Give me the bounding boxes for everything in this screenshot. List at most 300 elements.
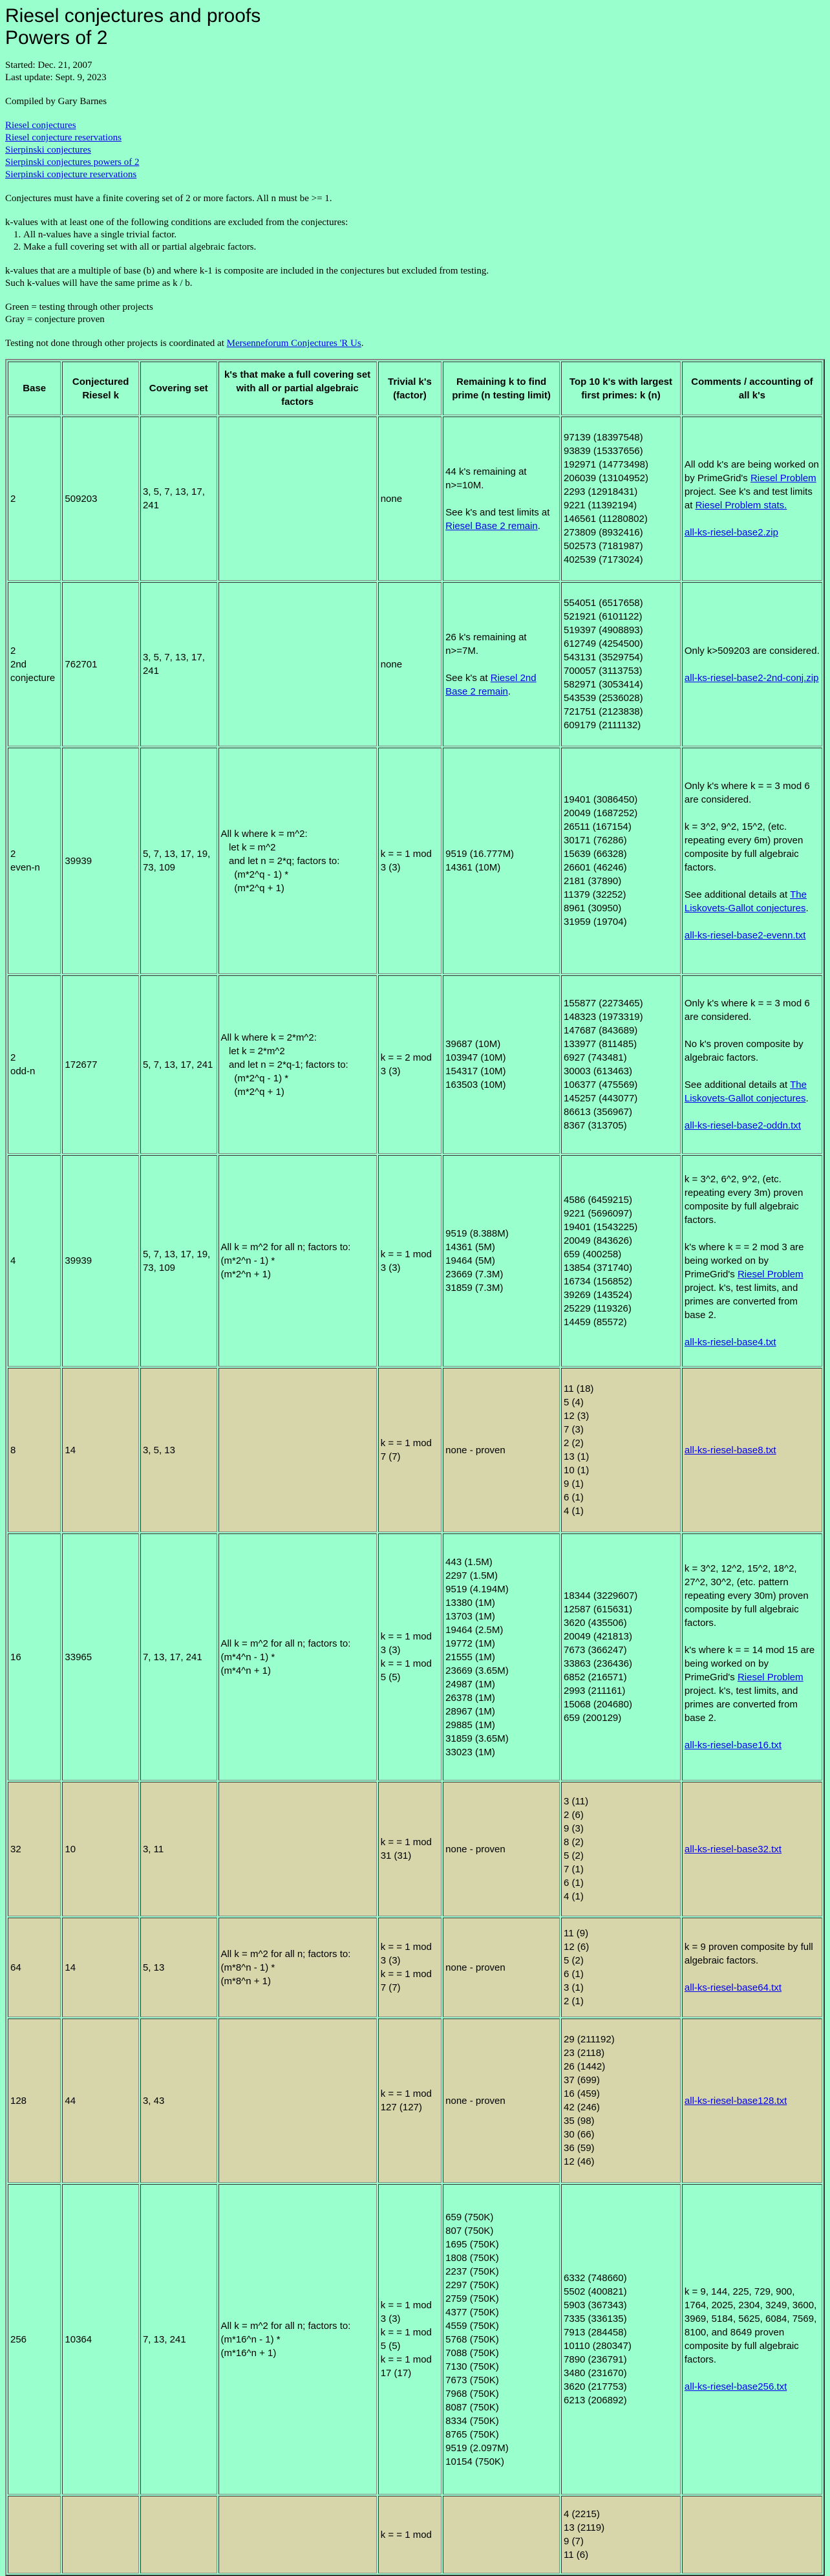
top-prime-line: 2993 (211161) [564,1685,626,1696]
top-prime-line: 13854 (371740) [564,1262,632,1273]
top-prime-line: 609179 (2111132) [564,720,641,731]
remaining-line: 9519 (2.097M) [445,2442,509,2454]
remaining-line: none - proven [445,1843,505,1855]
top-primes-cell [561,1155,681,1367]
remaining-line: 23669 (7.3M) [445,1269,504,1280]
top-prime-line: 2 (2) [564,1438,584,1449]
base-cell [8,1368,61,1532]
top-prime-line: 147687 (843689) [564,1025,638,1036]
remaining-cell [443,1368,560,1532]
top-prime-line: 26601 (46246) [564,862,627,873]
top-prime-line: 20049 (421813) [564,1631,632,1642]
remaining-line: none - proven [445,1962,505,1973]
column-header: Covering set [140,362,217,415]
algebraic-cell [218,1368,377,1532]
remaining-line [445,658,557,671]
top-prime-line: 39269 (143524) [564,1289,632,1301]
top-prime-line: 6852 (216571) [564,1672,627,1683]
top-prime-line: 7 (1) [564,1864,584,1875]
covering-set-cell: 3, 43 [140,2019,217,2183]
remaining-line: 19464 (2.5M) [445,1624,504,1636]
top-prime-line: 543131 (3529754) [564,652,643,663]
trivial-cell [378,582,442,746]
top-prime-line: 9 (3) [564,1823,584,1834]
comment-link[interactable]: The Liskovets-Gallot conjectures [684,889,807,914]
nav-link[interactable]: Riesel conjectures [5,120,76,131]
column-header: Top 10 k's with largest first primes: k (n) [561,362,681,415]
remaining-line: 14361 (10M) [445,862,501,873]
comment-link[interactable]: Riesel Problem [737,1672,803,1683]
algebraic-cell [218,582,377,746]
remaining-line: 7130 (750K) [445,2361,499,2372]
remaining-line: 4559 (750K) [445,2320,499,2332]
top-prime-line: 30003 (613463) [564,1066,632,1077]
remaining-line [445,492,557,506]
remaining-line: 1695 (750K) [445,2238,499,2250]
top-prime-line: 10 (1) [564,1465,590,1476]
comment-mid: . [805,1093,809,1104]
top-prime-line: 3620 (435506) [564,1618,627,1629]
comment-line: See additional details at The Liskovets-Gallot conjectures. [684,1079,809,1104]
column-header: Trivial k's (factor) [378,362,442,415]
trivial-cell [378,1918,442,2017]
remaining-line: 4377 (750K) [445,2306,499,2318]
comment-spacer [685,658,820,671]
remaining-line: 31859 (7.3M) [445,1283,504,1293]
nav-link[interactable]: Sierpinski conjecture reservations [5,169,137,180]
covering-note: Conjectures must have a finite covering set of 2 or more factors. All n must be >= 1. [5,193,332,204]
excluded-list [5,229,825,254]
remain-link[interactable]: Riesel Base 2 remain [445,520,538,532]
top-prime-line: 6 (1) [564,1969,584,1980]
trivial-value: k = = 1 mod 3 (3) [380,1942,432,1966]
table-header-row [8,362,822,415]
table-row [8,748,822,974]
remaining-line: 26378 (1M) [445,1692,495,1704]
trivial-cell [378,975,442,1154]
compiled-by: Compiled by Gary Barnes [5,96,107,107]
top-prime-line: 36 (59) [564,2143,595,2154]
top-prime-line: 42 (246) [564,2102,600,2113]
page-subtitle: Powers of 2 [5,27,108,49]
table-row [8,1918,822,2017]
file-link[interactable]: all-ks-riesel-base2-2nd-conj.zip [684,672,819,684]
algebraic-line: (m*8^n + 1) [220,1975,271,1987]
algebraic-line: (m*2^q - 1) * [220,1072,289,1084]
nav-links [5,120,825,181]
file-link[interactable]: all-ks-riesel-base2-oddn.txt [684,1120,801,1131]
top-prime-line: 12 (46) [564,2156,595,2167]
remaining-line: 659 (750K) [445,2211,494,2223]
multiple-note-2: Such k-values will have the same prime as k / b. [5,278,193,288]
top-prime-line: 35 (98) [564,2116,595,2127]
trivial-value: k = = 1 mod 7 (7) [380,1438,432,1462]
top-prime-line: 3620 (217753) [564,2381,627,2392]
comment-line: Only k>509203 are considered. [684,645,820,656]
remaining-line: See k's at Riesel 2nd Base 2 remain. [445,672,537,697]
comment-spacer [685,1105,820,1119]
algebraic-line: All k = m^2 for all n; factors to: [220,1242,351,1253]
top-prime-line: 612749 (4254500) [564,638,643,649]
top-prime-line: 93839 (15337656) [564,446,643,457]
covering-set-cell: 7, 13, 241 [140,2184,217,2495]
remaining-line: none - proven [445,1444,505,1456]
file-link[interactable]: all-ks-riesel-base32.txt [684,1843,782,1855]
mersenneforum-link[interactable]: Mersenneforum Conjectures 'R Us [226,338,361,349]
top-prime-line: 7673 (366247) [564,1645,627,1656]
remaining-line: 8334 (750K) [445,2415,499,2427]
top-prime-line: 30 (66) [564,2129,595,2140]
page-title: Riesel conjectures and proofs [5,5,261,27]
base-cell [8,582,61,746]
comment-line: k = 9, 144, 225, 729, 900, 1764, 2025, 2304, 3249, 3600, 3969, 5184, 5625, 6084, 7569, 8100, and 8649 proven composite by full algebraic factors. [684,2286,817,2365]
top-prime-line: 582971 (3053414) [564,679,643,690]
remaining-line: 28967 (1M) [445,1705,495,1717]
table-row [8,2496,822,2573]
remaining-cell [443,2019,560,2183]
top-prime-line: 6332 (748660) [564,2273,627,2284]
comment-spacer [685,915,820,929]
algebraic-line: (m*2^q + 1) [220,1086,284,1098]
riesel-table [5,359,825,2576]
base-cell [8,1782,61,1916]
comments-cell [682,2496,822,2573]
remaining-line: 7968 (750K) [445,2388,499,2399]
comments-cell [682,417,822,581]
file-link[interactable]: all-ks-riesel-base4.txt [684,1337,776,1348]
covering-set-cell: 5, 13 [140,1918,217,2017]
comments-cell [682,975,822,1154]
conjectured-k-cell: 14 [62,1368,139,1532]
column-header: Base [8,362,61,415]
algebraic-line: (m*2^q - 1) * [220,869,289,880]
comment-spacer [685,2366,820,2380]
comment-link[interactable]: The Liskovets-Gallot conjectures [684,1079,807,1104]
top-prime-line: 12 (6) [564,1942,590,1953]
base-value [10,2528,58,2542]
top-prime-line: 26511 (167154) [564,821,632,832]
comment-link[interactable]: Riesel Problem [737,1269,803,1280]
nav-link[interactable]: Riesel conjecture reservations [5,133,122,143]
algebraic-cell [218,2184,377,2495]
top-prime-line: 12 (3) [564,1411,590,1422]
top-prime-line: 31959 (19704) [564,916,627,927]
base-cell [8,748,61,974]
algebraic-cell [218,2019,377,2183]
comment-line: k = 3^2, 9^2, 15^2, (etc. repeating every 6m) proven composite by full algebraic factors. [684,821,803,873]
remaining-line: 31859 (3.65M) [445,1733,509,1744]
algebraic-line: (m*2^n + 1) [220,1269,271,1280]
comment-mid: project. See k's and test limits at [684,486,813,511]
comment-line: k = 3^2, 6^2, 9^2, (etc. repeating every 3m) proven composite by full algebraic factors. [684,1174,803,1226]
remaining-line: 9519 (8.388M) [445,1228,509,1239]
comments-cell [682,1155,822,1367]
algebraic-line: and let n = 2*q; factors to: [220,855,340,867]
base-cell [8,1155,61,1367]
remain-end: . [537,520,540,532]
base-value: 2 [10,1052,16,1063]
top-prime-line: 106377 (475569) [564,1079,638,1090]
comment-line [685,1065,820,1078]
column-header: Remaining k to find prime (n testing limit) [443,362,560,415]
top-prime-line: 5 (2) [564,1955,584,1966]
comment-line: k = 9 proven composite by full algebraic factors. [684,1942,813,1966]
top-prime-line: 6927 (743481) [564,1052,627,1063]
top-prime-line: 7890 (236791) [564,2354,627,2365]
top-prime-line: 11379 (32252) [564,889,626,900]
top-prime-line: 192971 (14773498) [564,459,648,470]
comment-mid: project. k's, test limits, and primes are converted from base 2. [684,1685,798,1724]
top-prime-line: 15068 (204680) [564,1699,632,1710]
remaining-line: 2297 (750K) [445,2279,499,2291]
conjectured-k-cell: 44 [62,2019,139,2183]
comment-line: k's where k = = 2 mod 3 are being worked on by PrimeGrid's Riesel Problem project. k's, test limits, and primes are converted from base 2. [684,1242,804,1321]
started-date: Started: Dec. 21, 2007 [5,60,92,70]
nav-link-item [5,144,825,157]
remaining-cell [443,1155,560,1367]
top-prime-line: 519397 (4908893) [564,625,643,636]
nav-link[interactable]: Sierpinski conjectures powers of 2 [5,157,140,168]
trivial-value: k = = 1 mod 7 (7) [380,1969,432,1993]
top-prime-line: 700057 (3113753) [564,666,643,676]
trivial-cell [378,1368,442,1532]
top-prime-line: 20049 (1687252) [564,808,638,819]
remaining-line: 14361 (5M) [445,1242,495,1253]
comment-spacer [685,1322,820,1336]
remaining-line: 443 (1.5M) [445,1556,493,1568]
base-value: 16 [10,1651,21,1663]
comment-link-2[interactable]: Riesel Problem stats. [695,500,787,511]
top-prime-line: 97139 (18397548) [564,432,643,443]
algebraic-cell [218,1782,377,1916]
top-primes-cell [561,2496,681,2573]
top-primes-cell [561,1918,681,2017]
top-prime-line: 5 (4) [564,1397,584,1408]
remaining-line: 19772 (1M) [445,1638,495,1649]
algebraic-line: let k = m^2 [220,841,276,853]
top-prime-line: 6 (1) [564,1492,584,1503]
top-prime-line: 16 (459) [564,2088,600,2099]
coordination-end: . [361,338,364,349]
top-prime-line: 273809 (8932416) [564,527,643,538]
base-cell [8,1918,61,2017]
algebraic-line: and let n = 2*q-1; factors to: [220,1059,348,1070]
trivial-value: k = = 1 mod [380,2529,432,2540]
top-primes-cell [561,2019,681,2183]
table-row [8,975,822,1154]
comment-line: All odd k's are being worked on by PrimeGrid's Riesel Problem project. See k's and test limits at Riesel Problem stats. [684,459,819,511]
trivial-cell [378,417,442,581]
top-primes-cell [561,975,681,1154]
remaining-line: 9519 (16.777M) [445,849,515,860]
algebraic-line: (m*16^n + 1) [220,2347,277,2359]
top-prime-line: 9221 (5696097) [564,1207,632,1219]
covering-set-cell: 3, 5, 7, 13, 17, 241 [140,417,217,581]
top-primes-cell [561,582,681,746]
remaining-line: 13380 (1M) [445,1597,495,1608]
base-cell [8,1533,61,1780]
comment-spacer [685,1725,820,1738]
comment-line: k = 3^2, 12^2, 15^2, 18^2, 27^2, 30^2, (etc. pattern repeating every 30m) proven composite by full algebraic factors. [684,1563,809,1629]
conjectured-k-cell: 172677 [62,975,139,1154]
file-link[interactable]: all-ks-riesel-base128.txt [684,2095,787,2106]
remaining-line: 103947 (10M) [445,1052,506,1063]
remaining-line: 5768 (750K) [445,2333,499,2345]
excluded-item: 1. All n-values have a single trivial factor. [23,229,825,241]
top-primes-cell [561,1368,681,1532]
algebraic-cell [218,1918,377,2017]
trivial-cell [378,2496,442,2573]
top-prime-line: 148323 (1973319) [564,1012,643,1023]
top-prime-line: 86613 (356967) [564,1107,632,1118]
top-prime-line: 6213 (206892) [564,2395,627,2406]
column-header: k's that make a full covering set with all or partial algebraic factors [218,362,377,415]
top-prime-line: 521921 (6101122) [564,611,643,622]
excluded-item: 2. Make a full covering set with all or partial algebraic factors. [23,241,825,254]
covering-set-cell: 5, 7, 13, 17, 19, 73, 109 [140,748,217,974]
nav-link[interactable]: Sierpinski conjectures [5,145,91,155]
remaining-line: 7088 (750K) [445,2347,499,2359]
file-link[interactable]: all-ks-riesel-base2.zip [684,527,778,538]
remaining-line: 7673 (750K) [445,2374,499,2386]
remaining-cell [443,417,560,581]
top-prime-line: 206039 (13104952) [564,473,648,484]
nav-link-item [5,157,825,169]
file-link[interactable]: all-ks-riesel-base16.txt [684,1740,782,1751]
trivial-cell [378,2019,442,2183]
trivial-value: k = = 1 mod 3 (3) [380,1248,432,1273]
base-value: 2 [10,849,16,860]
conjectured-k-cell: 14 [62,1918,139,2017]
algebraic-cell [218,2496,377,2573]
base-cell [8,2496,61,2573]
top-prime-line: 8961 (30950) [564,903,622,914]
top-prime-line: 2 (1) [564,1996,584,2007]
top-prime-line: 2293 (12918431) [564,486,638,497]
top-prime-line: 11 (6) [564,2549,589,2560]
remain-link[interactable]: Riesel 2nd Base 2 remain [445,672,537,697]
algebraic-cell [218,417,377,581]
base-cell [8,417,61,581]
top-prime-line: 5502 (400821) [564,2286,627,2297]
column-header: Comments / accounting of all k's [682,362,822,415]
comment-link[interactable]: Riesel Problem [750,473,816,484]
comment-line: Only k's where k = = 3 mod 6 are considered. [684,998,810,1023]
gray-legend: Gray = conjecture proven [5,314,105,325]
algebraic-line: All k = m^2 for all n; factors to: [220,2320,351,2332]
top-prime-line: 7335 (336135) [564,2313,627,2324]
remaining-cell [443,975,560,1154]
nav-link-item [5,132,825,144]
base-value: 128 [10,2095,27,2106]
algebraic-line: (m*2^n - 1) * [220,1255,275,1266]
table-row [8,2184,822,2495]
comment-mid: . [805,903,809,914]
top-prime-line: 19401 (1543225) [564,1221,638,1233]
file-link[interactable]: all-ks-riesel-base2-evenn.txt [684,930,806,941]
algebraic-cell [218,748,377,974]
trivial-value: none [380,658,403,670]
trivial-cell [378,2184,442,2495]
top-prime-line: 25229 (119326) [564,1303,632,1314]
trivial-value: k = = 1 mod 31 (31) [380,1837,432,1861]
top-prime-line: 11 (9) [564,1928,589,1939]
file-link[interactable]: all-ks-riesel-base8.txt [684,1444,776,1456]
conjectured-k-cell: 39939 [62,1155,139,1367]
comments-cell [682,1533,822,1780]
column-header: Conjectured Riesel k [62,362,139,415]
coordination-text: Testing not done through other projects is coordinated at [5,338,227,349]
top-prime-line: 3 (11) [564,1796,589,1807]
top-prime-line: 721751 (2123838) [564,706,643,717]
remain-end: . [507,686,511,697]
trivial-value: k = = 1 mod 5 (5) [380,1658,432,1683]
remaining-line: 44 k's remaining at n>=10M. [445,466,527,491]
remaining-cell [443,582,560,746]
top-prime-line: 15639 (66328) [564,849,627,860]
algebraic-cell [218,1155,377,1367]
remaining-line: 39687 (10M) [445,1039,501,1050]
conjectured-k-cell: 762701 [62,582,139,746]
top-prime-line: 29 (211192) [564,2034,615,2045]
trivial-value: k = = 1 mod 17 (17) [380,2354,432,2379]
comments-cell [682,2019,822,2183]
remaining-line: See k's and test limits at Riesel Base 2 remain. [445,506,550,532]
top-prime-line: 155877 (2273465) [564,998,643,1009]
remaining-line: 2237 (750K) [445,2266,499,2277]
conjectured-k-cell: 33965 [62,1533,139,1780]
algebraic-cell [218,1533,377,1780]
remaining-line: 1808 (750K) [445,2252,499,2264]
algebraic-line: (m*4^n - 1) * [220,1651,275,1663]
base-value: 2nd [10,658,27,670]
top-primes-cell [561,1533,681,1780]
conjectured-k-cell: 39939 [62,748,139,974]
comment-line [685,1227,820,1240]
remaining-line: 10154 (750K) [445,2456,505,2467]
remaining-line: none - proven [445,2095,505,2106]
base-value: 4 [10,1255,16,1266]
base-value: 8 [10,1444,16,1456]
top-prime-line: 7 (3) [564,1424,584,1435]
top-prime-line: 26 (1442) [564,2061,606,2072]
algebraic-line: (m*4^n + 1) [220,1665,271,1676]
top-prime-line: 19401 (3086450) [564,794,638,805]
file-link[interactable]: all-ks-riesel-base64.txt [684,1982,782,1993]
table-body [8,417,822,2573]
top-prime-line: 8 (2) [564,1837,584,1848]
algebraic-line: (m*2^q + 1) [220,882,284,894]
base-value: 32 [10,1843,21,1855]
trivial-cell [378,1155,442,1367]
remaining-line: 21555 (1M) [445,1651,495,1663]
base-cell [8,975,61,1154]
trivial-value: k = = 1 mod 127 (127) [380,2088,432,2113]
green-legend: Green = testing through other projects [5,302,153,312]
base-value: 2 [10,493,16,504]
remaining-line: 24987 (1M) [445,1678,495,1690]
coordination-note [5,338,825,350]
file-link[interactable]: all-ks-riesel-base256.txt [684,2381,787,2392]
remaining-cell [443,1533,560,1780]
remaining-cell [443,2184,560,2495]
top-prime-line: 23 (2118) [564,2048,605,2059]
top-prime-line: 3 (1) [564,1982,584,1993]
algebraic-line: (m*16^n - 1) * [220,2333,281,2345]
top-prime-line: 5903 (367343) [564,2300,627,2311]
remaining-line: 13703 (1M) [445,1610,495,1622]
remaining-line: 163503 (10M) [445,1079,506,1090]
